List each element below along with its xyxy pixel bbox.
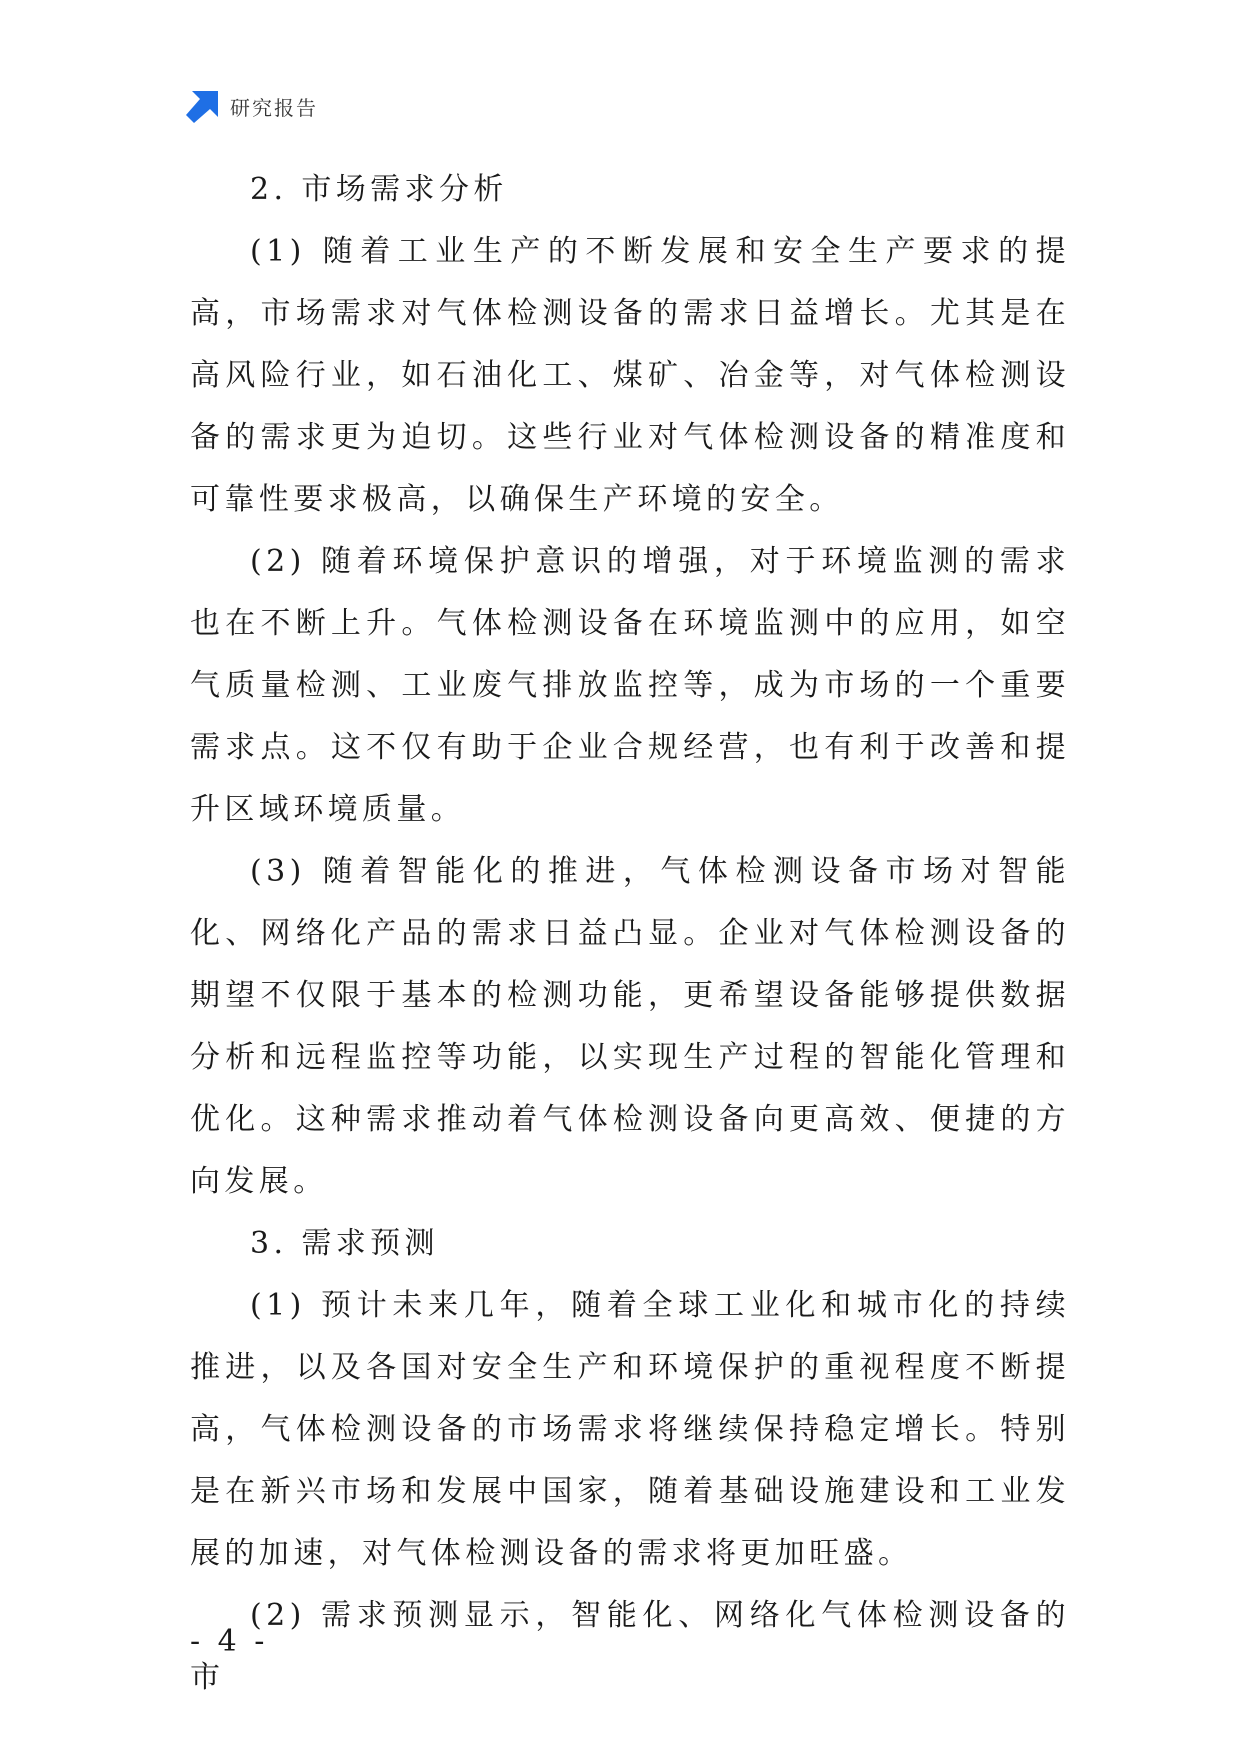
- arrow-up-right-icon: [186, 89, 220, 123]
- paragraph: (1) 随着工业生产的不断发展和安全生产要求的提高，市场需求对气体检测设备的需求日益增长。尤其是在高风险行业，如石油化工、煤矿、冶金等，对气体检测设备的需求更为迫切。这些行业对气体检测设备的精准度和可靠性要求极高，以确保生产环境的安全。: [190, 234, 1070, 517]
- paragraph: (1) 预计未来几年，随着全球工业化和城市化的持续推进，以及各国对安全生产和环境保护的重视程度不断提高，气体检测设备的市场需求将继续保持稳定增长。特别是在新兴市场和发展中国家，随着基础设施建设和工业发展的加速，对气体检测设备的需求将更加旺盛。: [190, 1288, 1070, 1571]
- section-heading-demand-forecast: 3. 需求预测: [250, 1226, 439, 1261]
- paragraph: (2) 随着环境保护意识的增强，对于环境监测的需求也在不断上升。气体检测设备在环境监测中的应用，如空气质量检测、工业废气排放监控等，成为市场的一个重要需求点。这不仅有助于企业合规经营，也有利于改善和提升区域环境质量。: [190, 544, 1070, 827]
- paragraph: (2) 需求预测显示，智能化、网络化气体检测设备的市: [190, 1598, 1070, 1695]
- document-body: [190, 159, 1070, 1709]
- page-header: [186, 88, 318, 124]
- paragraph: (3) 随着智能化的推进，气体检测设备市场对智能化、网络化产品的需求日益凸显。企业对气体检测设备的期望不仅限于基本的检测功能，更希望设备能够提供数据分析和远程监控等功能，以实现生产过程的智能化管理和优化。这种需求推动着气体检测设备向更高效、便捷的方向发展。: [190, 854, 1070, 1199]
- header-title: 研究报告: [230, 95, 318, 120]
- section-heading-market-demand: 2. 市场需求分析: [250, 172, 508, 207]
- page-number: - 4 -: [190, 1624, 269, 1659]
